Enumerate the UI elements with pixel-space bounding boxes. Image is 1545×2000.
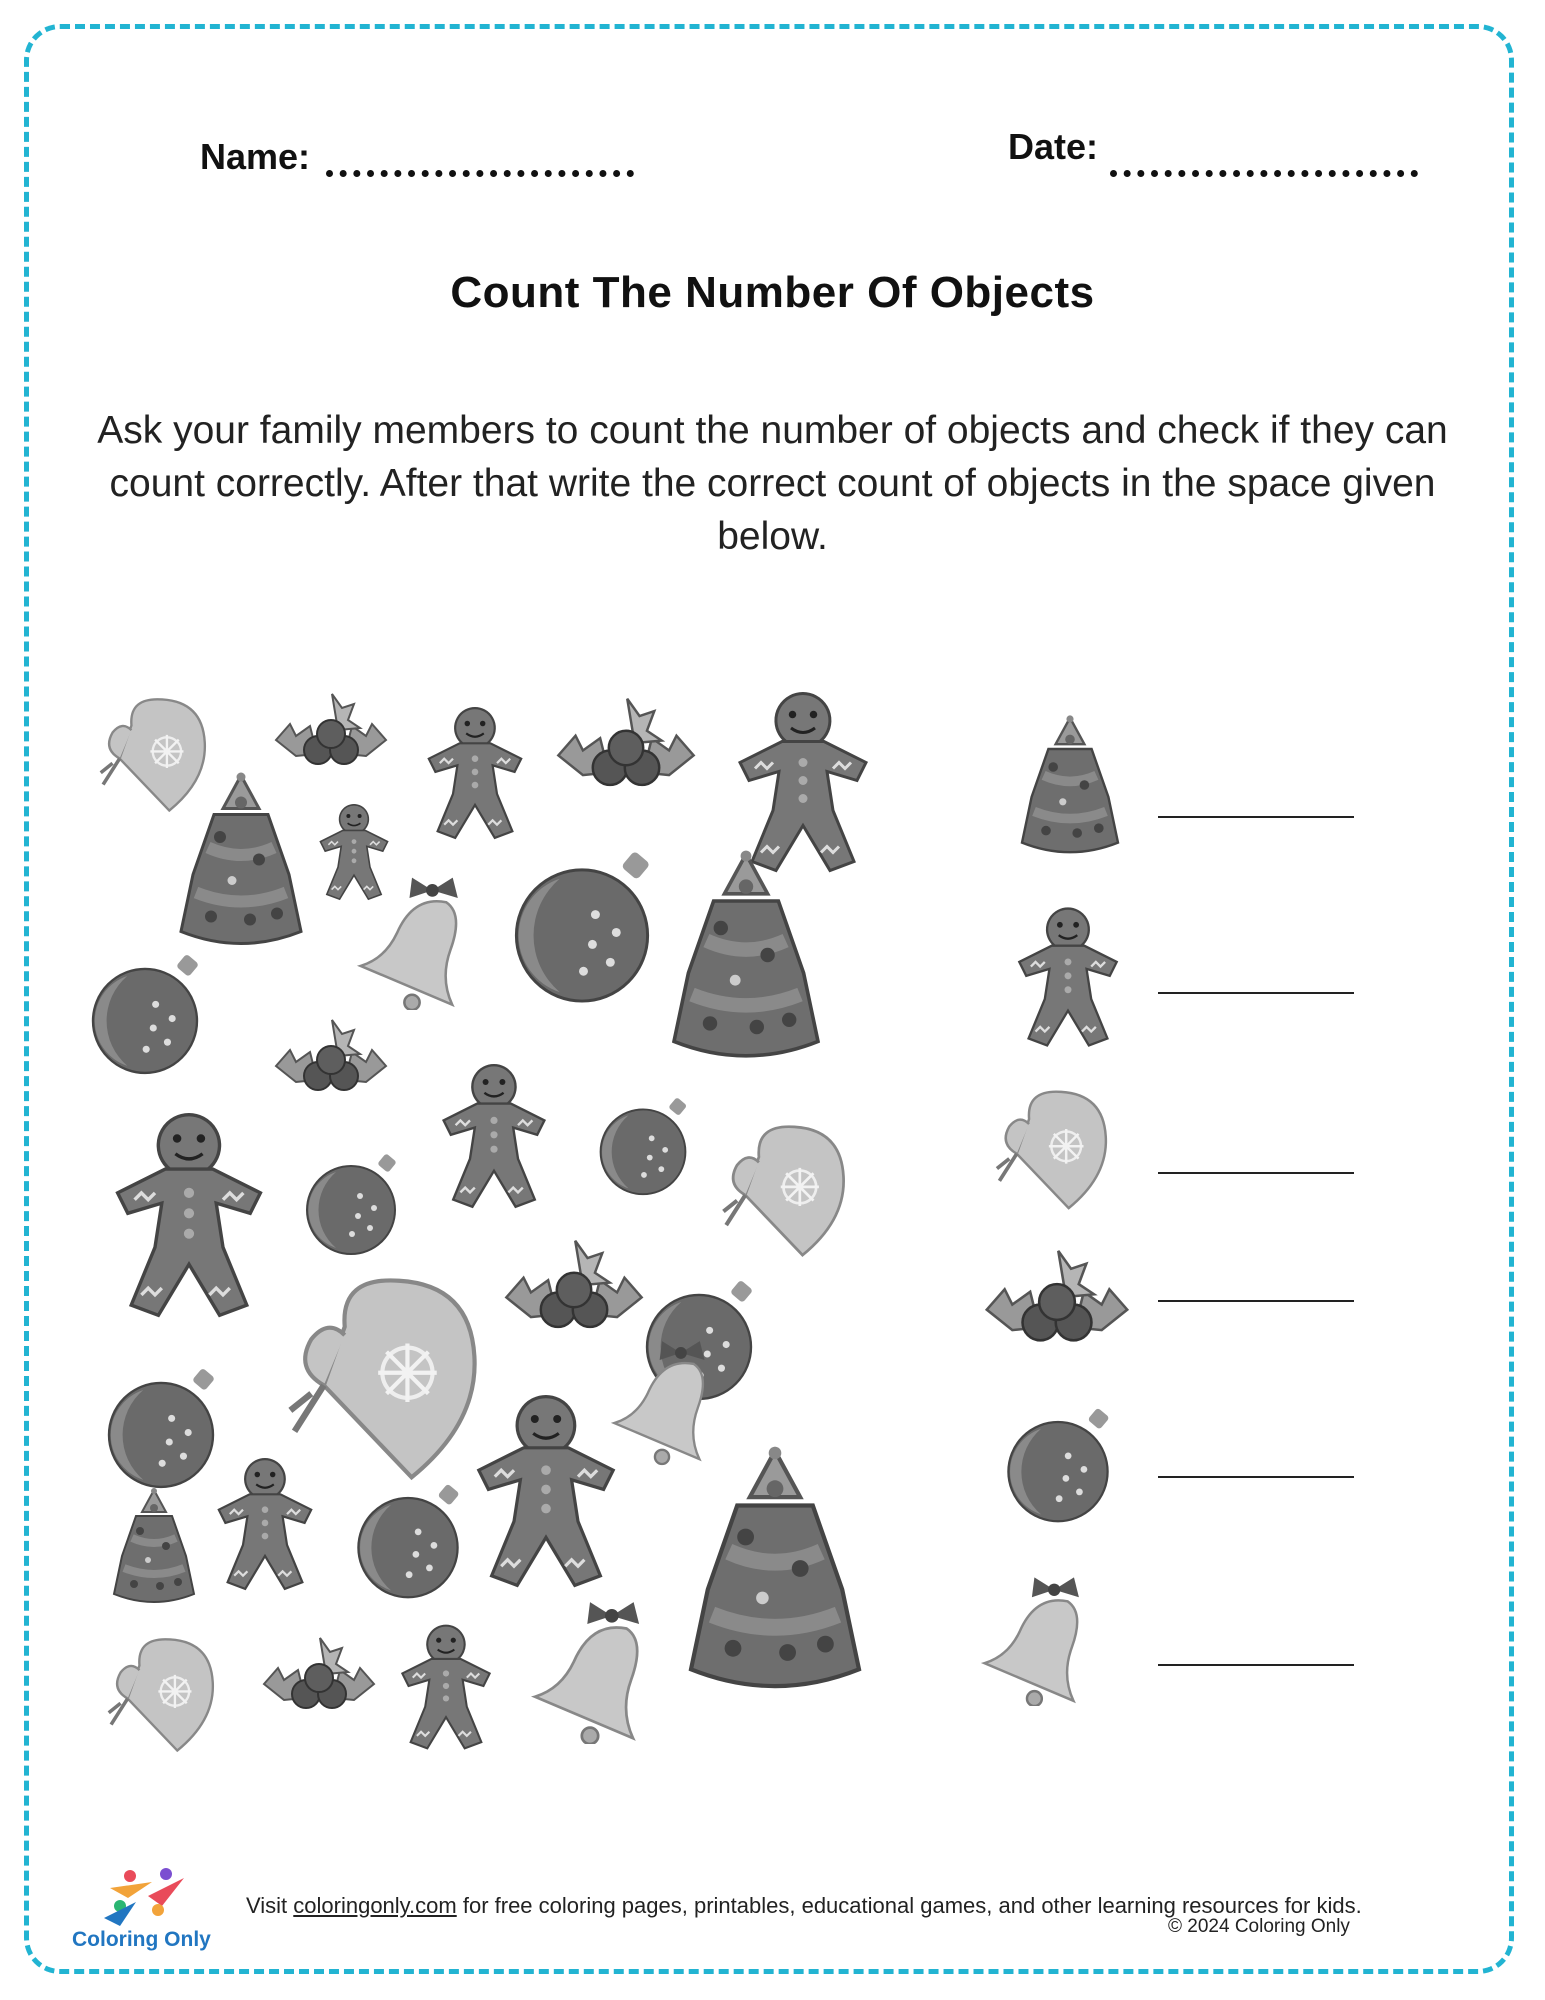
gingerbread-man-icon [210,1442,320,1606]
christmas-tree-icon [656,836,836,1092]
ornament-ball-icon [296,1150,406,1260]
key-christmas-tree-icon [1010,706,1130,876]
footer-visit-suffix: for free coloring pages, printables, educational games, and other learning resources for kids. [456,1893,1362,1918]
gingerbread-man-icon [466,1386,626,1596]
key-bell-icon [980,1570,1116,1706]
holly-icon [546,686,706,810]
ornament-ball-icon [590,1094,696,1200]
key-holly-icon [974,1238,1140,1366]
name-label: Name: [200,136,311,177]
footer-visit-prefix: Visit [246,1893,294,1918]
ornament-ball-icon [500,846,664,1010]
answer-line-bell[interactable] [1158,1664,1354,1666]
mitten-icon [104,1630,234,1760]
ornament-ball-icon [96,1364,226,1494]
key-ornament-ball-icon [996,1404,1120,1528]
logo-text: Coloring Only [72,1928,211,1951]
bell-icon [530,1594,680,1744]
holly-icon [266,1010,396,1110]
ornament-ball-icon [346,1480,470,1604]
answer-line-gingerbread[interactable] [1158,992,1354,994]
answer-line-holly[interactable] [1158,1300,1354,1302]
ornament-ball-icon [80,950,210,1080]
name-input-line[interactable] [326,170,634,177]
answer-line-tree[interactable] [1158,816,1354,818]
date-label: Date: [1008,126,1099,167]
gingerbread-man-icon [394,1612,498,1762]
copyright-text: © 2024 Coloring Only [1168,1916,1350,1937]
gingerbread-man-icon [434,1056,554,1216]
date-input-line[interactable] [1110,170,1418,177]
logo-icon [100,1866,196,1930]
answer-line-ball[interactable] [1158,1476,1354,1478]
gingerbread-man-icon [420,688,530,858]
christmas-tree-icon [166,768,316,966]
bell-icon [356,870,496,1010]
answer-line-mitten[interactable] [1158,1172,1354,1174]
christmas-tree-icon [670,1434,880,1724]
mitten-icon [718,1116,868,1266]
instructions-text: Ask your family members to count the number of objects and check if they can count correctly. After that write the correct count of objects in the space given below. [97,409,1448,558]
holly-icon [254,1628,384,1728]
gingerbread-man-icon [104,1090,274,1340]
page-title: Count The Number Of Objects [450,268,1095,317]
christmas-tree-icon [104,1486,204,1616]
footer-link[interactable]: coloringonly.com [293,1893,457,1918]
key-mitten-icon [992,1082,1128,1218]
key-gingerbread-man-icon [1010,894,1126,1060]
